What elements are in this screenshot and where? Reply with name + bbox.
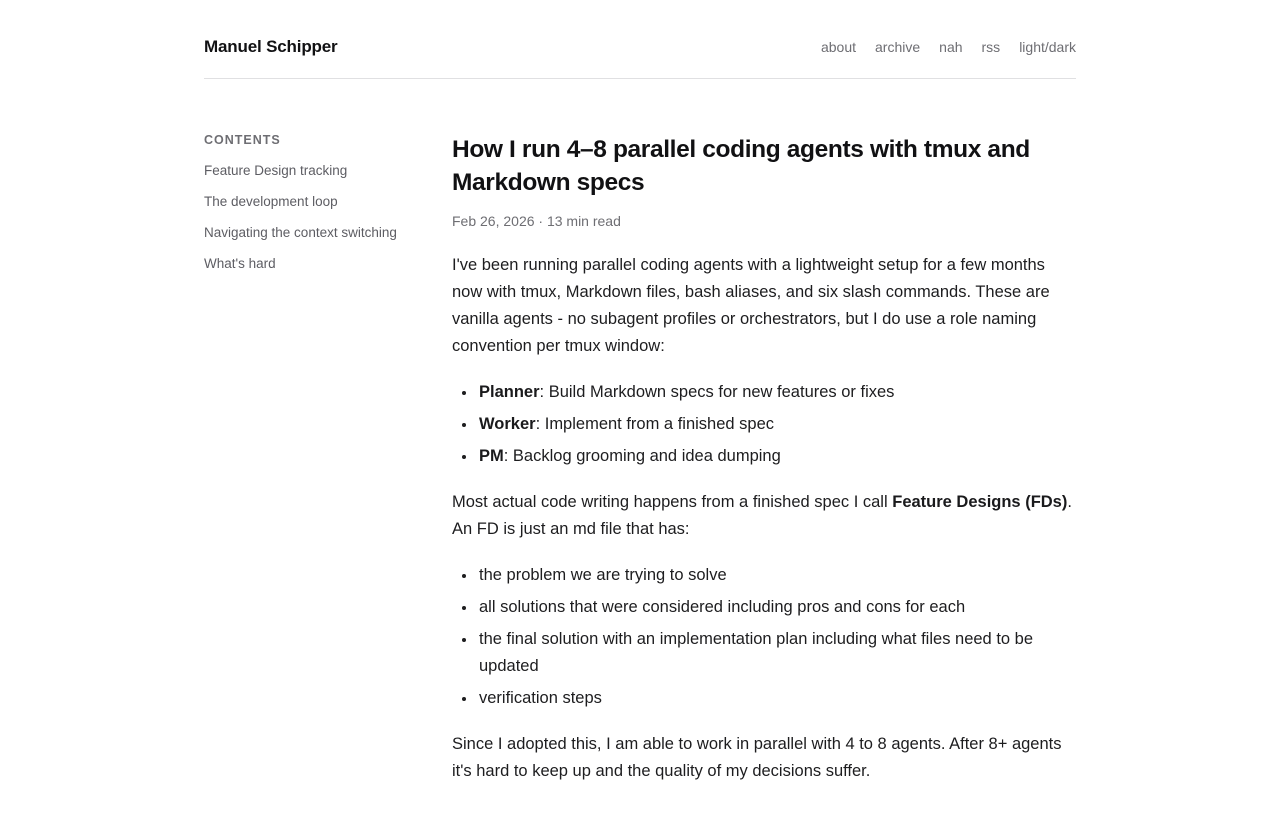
toc-link-feature-design-tracking[interactable]: Feature Design tracking <box>204 163 348 178</box>
article-title: How I run 4–8 parallel coding agents with tmux and Markdown specs <box>452 136 1030 196</box>
list-item-worker <box>477 411 1076 438</box>
nav-link-about[interactable]: about <box>820 39 857 55</box>
fd-text-before: Most actual code writing happens from a finished spec I call <box>452 493 893 511</box>
fd-list <box>452 562 1076 712</box>
content-row <box>204 79 1076 828</box>
toc-link-whats-hard[interactable]: What's hard <box>204 256 276 271</box>
toc-heading: CONTENTS <box>204 133 281 147</box>
toc-link-navigating-the-context-switching[interactable]: Navigating the context switching <box>204 225 397 240</box>
fd-text-bold: Feature Designs (FDs) <box>892 493 1068 511</box>
article <box>452 133 1076 828</box>
toc-link-the-development-loop[interactable]: The development loop <box>204 194 338 209</box>
role-term: Worker <box>479 415 536 433</box>
toc-sidebar <box>204 133 452 271</box>
nav-link-nah[interactable]: nah <box>939 39 963 55</box>
list-item: • the final solution with an implementation plan including what files need to be updated <box>477 626 1076 680</box>
list-item: • all solutions that were considered including pros and cons for each <box>477 594 1076 621</box>
site-header <box>204 0 1076 79</box>
list-item-planner <box>477 379 1076 406</box>
list-item: • verification steps <box>477 685 1076 712</box>
fd-text-after: . An FD is just an md file that has: <box>452 493 1072 538</box>
theme-toggle-light-dark[interactable]: light/dark <box>1019 39 1076 55</box>
role-term: PM <box>479 447 504 465</box>
intro-paragraph: I've been running parallel coding agents with a lightweight setup for a few months now with tmux, Markdown files, bash aliases, and six slash commands. These are vanilla agents - no subagent profiles or orchestrators, but I do use a role naming convention per tmux window: <box>452 256 1050 355</box>
page-container <box>204 0 1076 828</box>
article-meta: Feb 26, 2026 · 13 min read <box>452 213 621 229</box>
site-nav <box>821 39 1076 55</box>
site-title-link[interactable]: Manuel Schipper <box>204 37 338 56</box>
role-desc: : Build Markdown specs for new features or fixes <box>539 383 895 401</box>
closing-paragraph: Since I adopted this, I am able to work in parallel with 4 to 8 agents. After 8+ agents it's hard to keep up and the quality of my decisions suffer. <box>452 735 1062 780</box>
article-body <box>452 252 1076 785</box>
fd-paragraph <box>452 489 1076 543</box>
roles-list <box>452 379 1076 470</box>
role-term: Planner <box>479 383 540 401</box>
nav-link-rss[interactable]: rss <box>981 39 1001 55</box>
role-desc: : Backlog grooming and idea dumping <box>503 447 781 465</box>
list-item-pm <box>477 443 1076 470</box>
list-item: • the problem we are trying to solve <box>477 562 1076 589</box>
nav-link-archive[interactable]: archive <box>875 39 921 55</box>
role-desc: : Implement from a finished spec <box>535 415 774 433</box>
